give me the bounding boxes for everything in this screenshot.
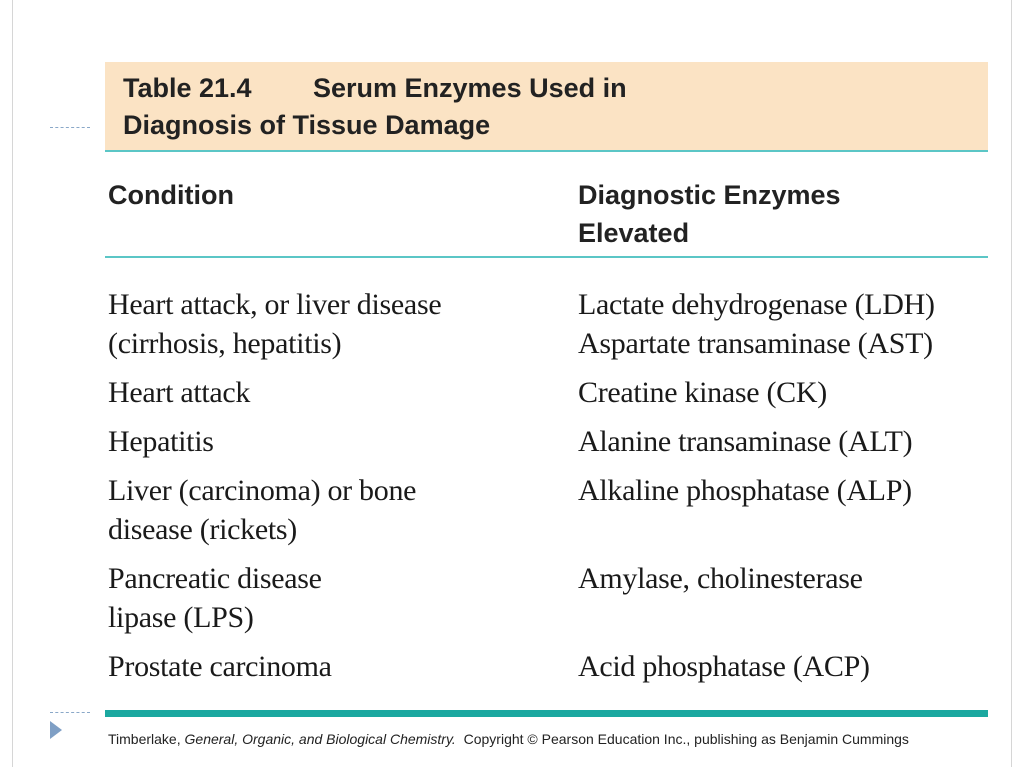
enzyme-text: Acid phosphatase (ACP): [578, 650, 870, 683]
column-header-enzymes-line1: Diagnostic Enzymes: [578, 180, 841, 210]
table-row: [108, 647, 988, 686]
table-row: [108, 471, 988, 549]
credit-book-title: General, Organic, and Biological Chemistry.: [184, 731, 456, 747]
enzyme-cell: [578, 422, 988, 461]
header-divider: [105, 256, 988, 258]
credit-author: Timberlake,: [108, 731, 185, 747]
slide-divider-bottom: [50, 712, 90, 713]
enzyme-text: Amylase, cholinesterase: [578, 562, 863, 595]
table-row: [108, 559, 988, 637]
condition-text: lipase (LPS): [108, 601, 254, 634]
condition-cell: [108, 471, 578, 549]
column-header-enzymes: [578, 176, 841, 252]
enzyme-cell: [578, 647, 988, 686]
table-row: [108, 373, 988, 412]
table-title-text: Serum Enzymes Used in: [313, 73, 627, 103]
enzyme-text: Alkaline phosphatase (ALP): [578, 474, 912, 507]
condition-text: (cirrhosis, hepatitis): [108, 327, 342, 360]
condition-text: Liver (carcinoma) or bone: [108, 474, 417, 507]
column-header-condition: Condition: [108, 180, 234, 210]
credit-copyright: Copyright © Pearson Education Inc., publishing as Benjamin Cummings: [455, 731, 909, 747]
condition-cell: [108, 285, 578, 363]
table-title-line1: [123, 73, 627, 104]
table-number: Table 21.4: [123, 73, 252, 103]
condition-text: Heart attack: [108, 376, 251, 409]
table-body: [108, 285, 988, 696]
enzyme-cell: [578, 471, 988, 549]
enzyme-text: Creatine kinase (CK): [578, 376, 827, 409]
triangle-bullet-icon: [50, 721, 62, 739]
column-header-enzymes-line2: Elevated: [578, 218, 690, 248]
enzyme-cell: [578, 559, 988, 637]
table-row: [108, 422, 988, 461]
slide-divider-top: [50, 127, 90, 128]
copyright-credit: [108, 731, 909, 747]
condition-cell: [108, 559, 578, 637]
enzyme-text: Lactate dehydrogenase (LDH): [578, 288, 935, 321]
condition-text: Hepatitis: [108, 425, 214, 458]
condition-cell: [108, 373, 578, 412]
condition-cell: [108, 647, 578, 686]
enzyme-cell: [578, 373, 988, 412]
condition-text: Prostate carcinoma: [108, 650, 332, 683]
footer-divider: [105, 710, 988, 717]
condition-cell: [108, 422, 578, 461]
table-title-box: [105, 62, 988, 152]
table-row: [108, 285, 988, 363]
condition-text: Heart attack, or liver disease: [108, 288, 442, 321]
condition-text: disease (rickets): [108, 513, 297, 546]
enzyme-cell: [578, 285, 988, 363]
enzyme-text: Aspartate transaminase (AST): [578, 327, 933, 360]
condition-text: Pancreatic disease: [108, 562, 322, 595]
enzyme-text: Alanine transaminase (ALT): [578, 425, 913, 458]
table-title-line2: Diagnosis of Tissue Damage: [123, 110, 491, 140]
